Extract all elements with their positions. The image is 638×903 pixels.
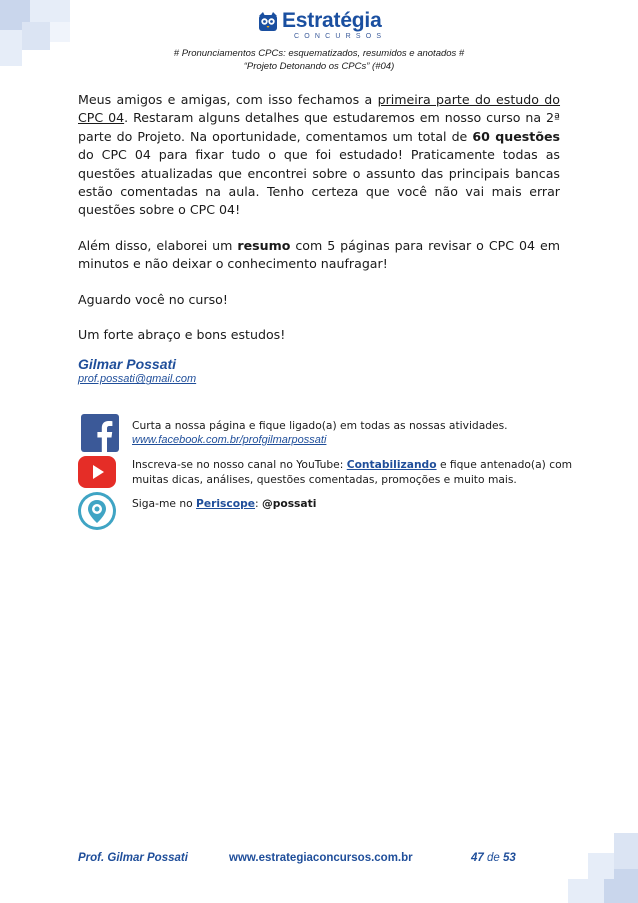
text: : <box>255 497 263 510</box>
text: Inscreva-se no nosso canal no YouTube: <box>132 458 347 471</box>
bold-text: resumo <box>237 237 291 253</box>
author-email-link[interactable]: prof.possati@gmail.com <box>78 373 197 386</box>
page-number <box>471 852 516 864</box>
paragraph-2 <box>78 237 560 274</box>
text: Meus amigos e amigas, com isso fechamos a <box>78 92 378 107</box>
text: Além disso, elaborei um <box>78 237 238 253</box>
corner-decoration <box>50 22 70 42</box>
facebook-text: Curta a nossa página e fique ligado(a) em todas as nossas atividades. <box>132 419 508 432</box>
periscope-icon[interactable] <box>77 491 117 531</box>
header-line-2: “Projeto Detonando os CPCs” (#04) <box>243 61 395 72</box>
text: Siga-me no <box>132 497 197 510</box>
footer-author: Prof. Gilmar Possati <box>78 852 188 864</box>
main-content <box>78 91 560 386</box>
corner-decoration <box>614 833 638 869</box>
estrategia-logo <box>258 10 386 44</box>
current-page: 47 <box>471 852 484 864</box>
text: e fique antenado(a) com muitas dicas, análises, questões comentadas, promoções e muito mais. <box>132 458 573 486</box>
corner-decoration <box>588 853 614 879</box>
text: com 5 páginas para revisar o CPC 04 em minutos e não deixar o conhecimento naufragar! <box>78 237 561 272</box>
footer-site-link[interactable]: www.estrategiaconcursos.com.br <box>229 852 413 864</box>
youtube-channel-link[interactable]: Contabilizando <box>346 458 437 471</box>
facebook-link[interactable]: www.facebook.com.br/profgilmarpossati <box>132 434 327 446</box>
corner-decoration <box>568 879 604 903</box>
owl-logo-icon <box>258 12 278 32</box>
periscope-link[interactable]: Periscope <box>196 497 256 510</box>
text: do CPC 04 para fixar tudo o que foi estudado! Praticamente todas as questões atualizadas que encontrei sobre o assunto das principais bancas estão comentadas na aula. Tenho certeza que você não vai mais errar questões sobre o CPC 04! <box>78 147 560 218</box>
paragraph-1 <box>78 91 560 220</box>
youtube-icon[interactable] <box>78 455 116 489</box>
periscope-handle: @possati <box>262 497 317 510</box>
link-primeira-parte[interactable]: primeira parte do estudo do <box>377 92 561 107</box>
corner-decoration <box>30 0 70 22</box>
logo-name: Estratégia <box>282 9 382 32</box>
facebook-icon[interactable] <box>81 414 119 452</box>
corner-decoration <box>22 22 50 50</box>
paragraph-3: Aguardo você no curso! <box>78 291 228 307</box>
paragraph-4: Um forte abraço e bons estudos! <box>78 327 286 343</box>
author-name: Gilmar Possati <box>78 356 177 373</box>
logo-subtitle: CONCURSOS <box>294 33 387 40</box>
header-line-1: # Pronunciamentos CPCs: esquematizados, resumidos e anotados # <box>173 48 465 59</box>
page-of: de <box>487 852 500 864</box>
bold-text: 60 questões <box>472 128 561 144</box>
text: . Restaram alguns detalhes que estudaremos em nosso curso na 2ª parte do Projeto. Na oportunidade, comentamos um total de <box>78 110 560 144</box>
link-cpc-04[interactable]: CPC 04 <box>78 110 125 126</box>
total-pages: 53 <box>503 852 516 864</box>
